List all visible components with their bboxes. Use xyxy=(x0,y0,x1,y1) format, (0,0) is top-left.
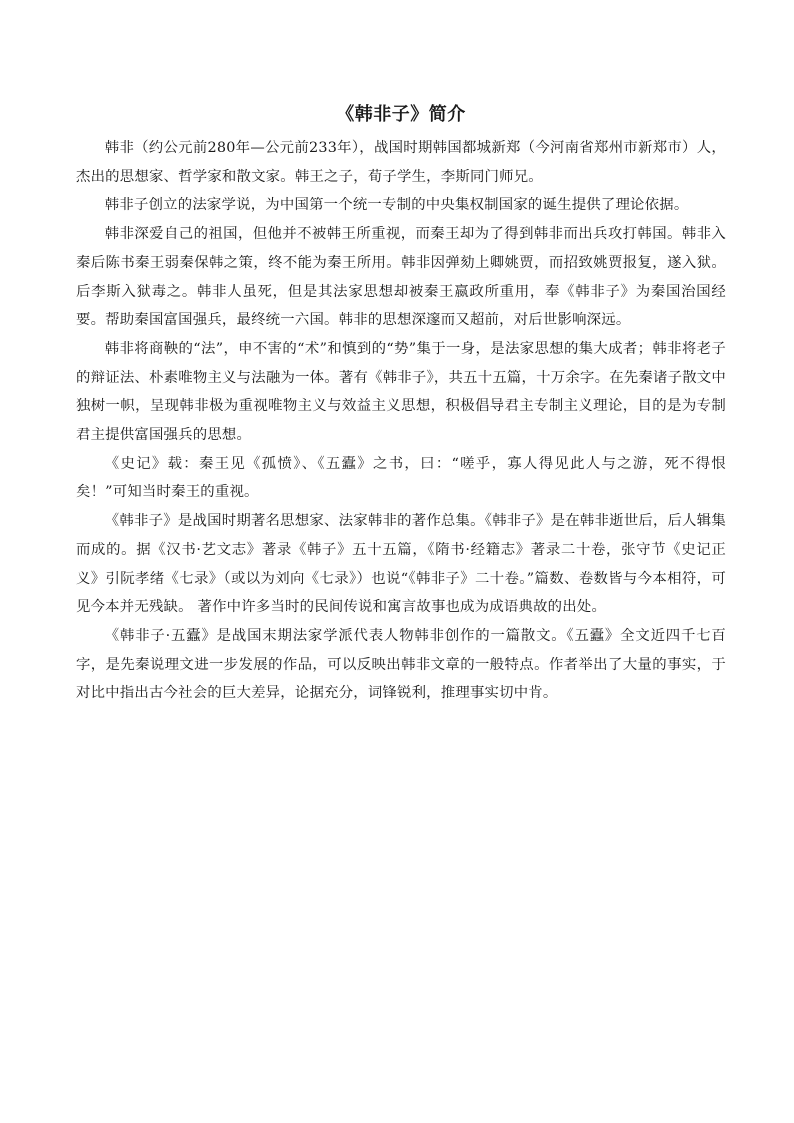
paragraph-thought: 韩非将商鞅的“法”，申不害的“术”和慎到的“势”集于一身，是法家思想的集大成者；韩非将老子的辩证法、朴素唯物主义与法融为一体。著有《韩非子》，共五十五篇，十万余字。在先秦诸子散文中独树一帜，呈现韩非极为重视唯物主义与效益主义思想，积极倡导君主专制主义理论，目的是为专制君主提供富国强兵的思想。 xyxy=(76,340,726,444)
paragraph-collection: 《韩非子》是战国时期著名思想家、法家韩非的著作总集。《韩非子》是在韩非逝世后，后人辑集而成的。据《汉书·艺文志》著录《韩子》五十五篇，《隋书·经籍志》著录二十卷，张守节《史记正义》引阮孝绪《七录》（或以为刘向《七录》）也说“《韩非子》二十卷。”篇数、卷数皆与今本相符，可见今本并无残缺。 著作中许多当时的民间传说和寓言故事也成为成语典故的出处。 xyxy=(76,513,726,616)
paragraph-wudu: 《韩非子·五蠹》是战国末期法家学派代表人物韩非创作的一篇散文。《五蠹》全文近四千七百字，是先秦说理文进一步发展的作品，可以反映出韩非文章的一般特点。作者举出了大量的事实，于对比中指出古今社会的巨大差异，论据充分，词锋锐利，推理事实切中肯。 xyxy=(76,627,726,702)
paragraph-intro: 韩非（约公元前280年—公元前233年），战国时期韩国都城新郑（今河南省郑州市新郑市）人，杰出的思想家、哲学家和散文家。韩王之子，荀子学生，李斯同门师兄。 xyxy=(76,140,726,185)
document-title: 《韩非子》简介 xyxy=(336,104,466,125)
paragraph-biography: 韩非深爱自己的祖国，但他并不被韩王所重视，而秦王却为了得到韩非而出兵攻打韩国。韩非入秦后陈书秦王弱秦保韩之策，终不能为秦王所用。韩非因弹劾上卿姚贾，而招致姚贾报复，遂入狱。后李斯入狱毒之。韩非人虽死，但是其法家思想却被秦王嬴政所重用，奉《韩非子》为秦国治国经要。帮助秦国富国强兵，最终统一六国。韩非的思想深邃而又超前，对后世影响深远。 xyxy=(76,226,726,329)
document-page xyxy=(76,100,726,708)
paragraph-legalism: 韩非子创立的法家学说，为中国第一个统一专制的中央集权制国家的诞生提供了理论依据。 xyxy=(104,197,689,214)
paragraph-shiji: 《史记》载：秦王见《孤愤》、《五蠹》之书，曰：“嗟乎，寡人得见此人与之游，死不得恨矣！”可知当时秦王的重视。 xyxy=(76,455,726,501)
